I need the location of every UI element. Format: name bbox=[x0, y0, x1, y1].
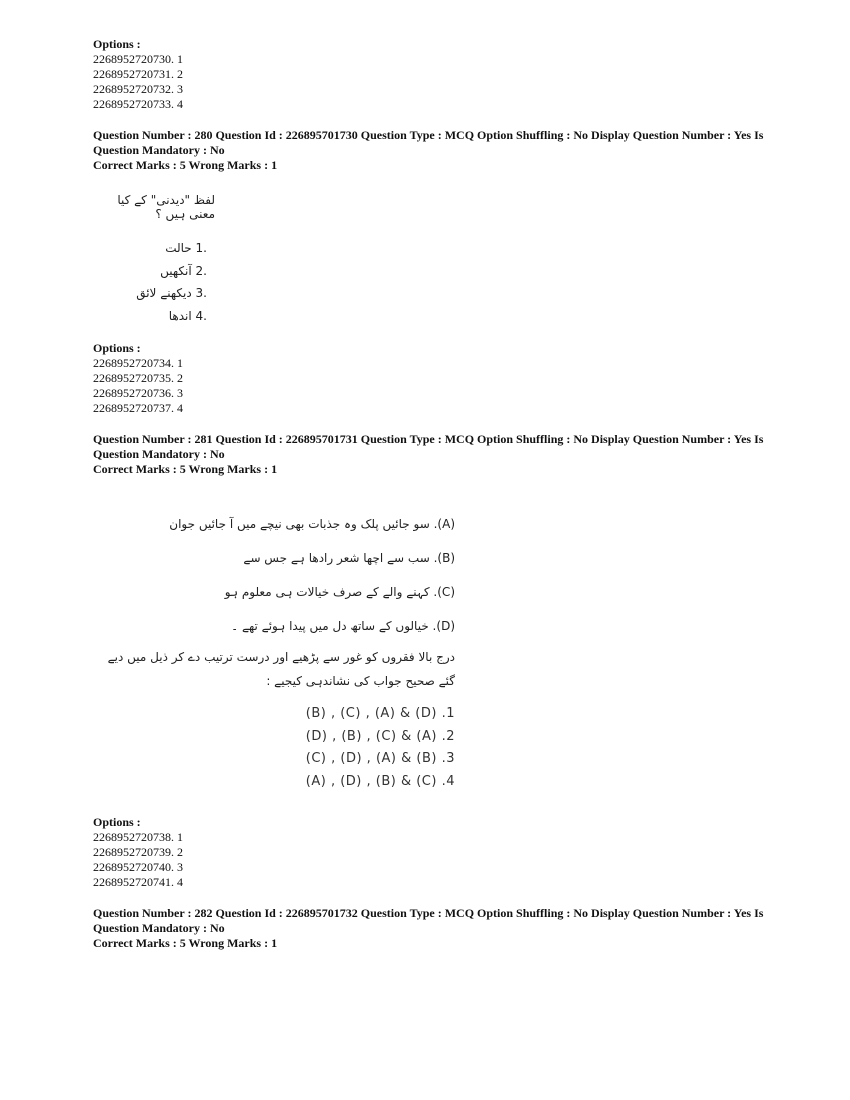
question-281 bbox=[93, 432, 773, 890]
option-id: 2268952720732. 3 bbox=[93, 82, 183, 96]
question-paper-page bbox=[93, 37, 773, 951]
option-id: 2268952720740. 3 bbox=[93, 860, 183, 874]
option-id: 2268952720733. 4 bbox=[93, 97, 183, 111]
question-text: لفظ "دیدنی" کے کیا معنی ہیں ؟ bbox=[117, 193, 215, 221]
options-label: Options : bbox=[93, 815, 141, 829]
choice: (D) , (B) , (C) & (A) .2 bbox=[305, 728, 455, 744]
option-id: 2268952720730. 1 bbox=[93, 52, 183, 66]
question-statements bbox=[93, 507, 455, 643]
statement: (C). کہنے والے کے صرف خیالات ہی معلوم ہو bbox=[224, 585, 455, 599]
question-marks: Correct Marks : 5 Wrong Marks : 1 bbox=[93, 158, 278, 172]
question-marks: Correct Marks : 5 Wrong Marks : 1 bbox=[93, 462, 278, 476]
question-280 bbox=[93, 128, 773, 416]
option-id: 2268952720738. 1 bbox=[93, 830, 183, 844]
choice: (C) , (D) , (A) & (B) .3 bbox=[305, 751, 455, 766]
choice: (B) , (C) , (A) & (D) .1 bbox=[305, 706, 455, 721]
question-mandatory: Question Mandatory : No bbox=[93, 143, 225, 157]
option-id: 2268952720735. 2 bbox=[93, 371, 183, 385]
option-id: 2268952720737. 4 bbox=[93, 401, 183, 415]
question-choices bbox=[93, 237, 207, 327]
option-id: 2268952720736. 3 bbox=[93, 386, 183, 400]
question-header: Question Number : 281 Question Id : 226895701731 Question Type : MCQ Option Shuffling : No Display Question Number : Yes Is bbox=[93, 432, 764, 446]
question-282 bbox=[93, 906, 773, 951]
question-mandatory: Question Mandatory : No bbox=[93, 921, 225, 935]
options-label: Options : bbox=[93, 37, 141, 51]
option-id: 2268952720731. 2 bbox=[93, 67, 183, 81]
statement: (B). سب سے اچھا شعر رادھا ہے جس سے bbox=[243, 551, 455, 565]
options-section-previous bbox=[93, 37, 773, 112]
option-id: 2268952720734. 1 bbox=[93, 356, 183, 370]
question-header: Question Number : 280 Question Id : 226895701730 Question Type : MCQ Option Shuffling : No Display Question Number : Yes Is bbox=[93, 128, 764, 142]
choice: .1 حالت bbox=[165, 241, 207, 255]
statement: (A). سو جائیں پلک وہ جذبات بھی نیچے میں آ جائیں جوان bbox=[169, 517, 455, 531]
question-instruction: درج بالا فقروں کو غور سے پڑھیے اور درست ترتیب دے کر ذیل میں دیے گئے صحیح جواب کی نشاندہی کیجیے : bbox=[107, 650, 455, 688]
choice: .4 اندھا bbox=[168, 308, 207, 323]
statement: (D). خیالوں کے ساتھ دل میں پیدا ہوئے تھے ۔ bbox=[231, 619, 455, 633]
choice: .2 آنکھیں bbox=[160, 263, 207, 278]
question-mandatory: Question Mandatory : No bbox=[93, 447, 225, 461]
question-choices bbox=[93, 703, 455, 793]
option-id: 2268952720741. 4 bbox=[93, 875, 183, 889]
choice: .3 دیکھنے لائق bbox=[136, 286, 207, 300]
question-header: Question Number : 282 Question Id : 226895701732 Question Type : MCQ Option Shuffling : No Display Question Number : Yes Is bbox=[93, 906, 764, 920]
question-marks: Correct Marks : 5 Wrong Marks : 1 bbox=[93, 936, 278, 950]
option-id: 2268952720739. 2 bbox=[93, 845, 183, 859]
options-label: Options : bbox=[93, 341, 141, 355]
choice: (A) , (D) , (B) & (C) .4 bbox=[305, 773, 455, 789]
